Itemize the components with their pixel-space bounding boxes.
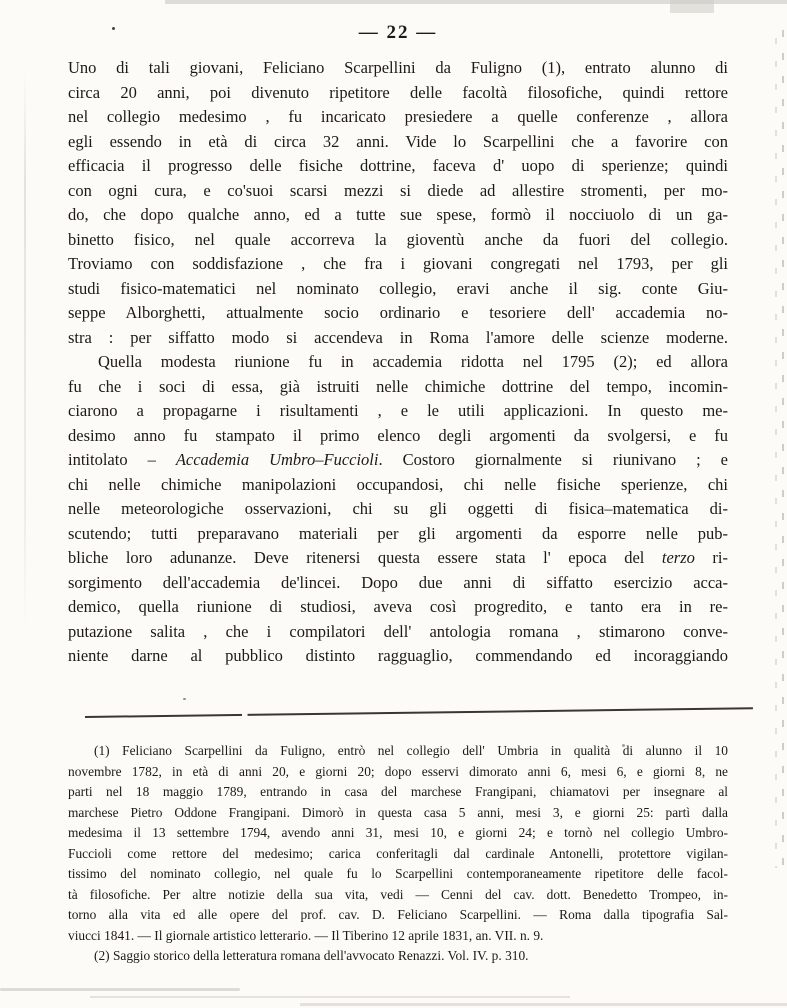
text-line xyxy=(68,546,728,571)
text-segment: scutendo; tutti preparavano materiali per gli argomenti da esporre nelle pub- xyxy=(68,523,728,543)
text-segment: egli essendo in età di circa 32 anni. Vide lo Scarpellini che a favorire con xyxy=(68,131,728,151)
footnote-block xyxy=(68,741,728,967)
text-segment: putazione salita , che i compilatori dell' antologia romana , stimarono conve- xyxy=(68,621,728,641)
text-line xyxy=(68,926,728,947)
text-line xyxy=(68,844,728,865)
italic-text: Accademia Umbro–Fuccioli xyxy=(175,450,379,469)
text-segment: medesima il 13 settembre 1794, avendo anni 31, mesi 10, e giorni 24; e tornò nel collegio Umbro- xyxy=(68,825,728,840)
text-line xyxy=(68,905,728,926)
text-line xyxy=(68,228,728,253)
text-segment: demico, quella riunione di studiosi, aveva così progredito, e tanto era in re- xyxy=(68,597,728,616)
italic-text: terzo xyxy=(661,548,695,567)
text-line xyxy=(68,203,728,228)
text-line xyxy=(68,252,728,277)
text-line xyxy=(68,130,728,155)
text-segment: Troviamo con soddisfazione , che fra i giovani congregati nel 1793, per gli xyxy=(68,254,728,273)
text-segment: (2) Saggio storico della letteratura romana dell'avvocato Renazzi. Vol. IV. p. 310. xyxy=(94,948,529,963)
text-line xyxy=(68,81,728,106)
text-line xyxy=(68,56,728,81)
text-segment: chi nelle chimiche manipolazioni occupandosi, chi nelle fisiche sperienze, chi xyxy=(68,474,728,494)
text-segment: seppe Alborghetti, attualmente socio ordinario e tesoriere dell' accademia no- xyxy=(68,303,728,322)
text-segment: desimo anno fu stampato il primo elenco degli argomenti da svolgersi, e fu xyxy=(68,425,728,445)
text-line xyxy=(68,154,728,179)
text-line xyxy=(68,473,728,498)
text-line xyxy=(68,497,728,522)
text-segment: viucci 1841. — Il giornale artistico letterario. — Il Tiberino 12 aprile 1831, an. VII. n. 9. xyxy=(68,927,544,943)
scan-artifact-right-edge-dashes xyxy=(782,30,784,875)
text-segment: Uno di tali giovani, Feliciano Scarpellini da Fuligno (1), entrato alunno di xyxy=(68,58,728,77)
text-segment: fu che i soci di essa, già istruiti nelle chimiche dottrine del tempo, incomin- xyxy=(68,376,728,396)
scan-artifact-top-right-corner xyxy=(670,0,714,13)
text-line xyxy=(68,946,728,967)
text-segment: do, che dopo qualche anno, ed a tutte sue spese, formò il nocciuolo di un ga- xyxy=(68,205,728,224)
text-segment: marchese Pietro Oddone Frangipani. Dimorò in questa casa 5 anni, mesi 3, e giorni 25: partì dalla xyxy=(68,804,728,820)
scan-artifact-ink-speck xyxy=(183,698,186,700)
text-line xyxy=(68,864,728,885)
text-segment: nel collegio medesimo , fu incaricato presiedere a quelle conferenze , allora xyxy=(68,107,728,126)
text-segment: ri- xyxy=(694,548,728,567)
text-line xyxy=(68,522,728,547)
text-line xyxy=(68,571,728,596)
text-line xyxy=(68,448,728,473)
text-line xyxy=(68,375,728,400)
text-segment: novembre 1782, in età di anni 20, e giorni 20; dopo esservi dimorato anni 6, mesi 6, e giorni 8, ne xyxy=(68,763,728,779)
text-line xyxy=(68,179,728,204)
text-segment: intitolato – xyxy=(68,450,176,469)
text-line xyxy=(68,595,728,620)
text-line xyxy=(68,424,728,449)
text-segment: sorgimento dell'accademia de'lincei. Dopo due anni di siffatto esercizio acca- xyxy=(68,572,728,592)
text-segment: nelle meteorologiche osservazioni, chi su gli oggetti di fisica–matematica di- xyxy=(68,499,728,518)
page-number-header: — 22 — xyxy=(358,22,438,43)
scan-artifact-left-fold xyxy=(24,70,26,630)
text-segment: stra : per siffatto modo si accendeva in Roma l'amore delle scienze moderne. xyxy=(68,327,728,347)
text-line xyxy=(68,741,728,762)
text-line xyxy=(68,350,728,375)
text-line xyxy=(68,885,728,906)
text-line xyxy=(68,644,728,669)
text-segment: studi fisico-matematici nel nominato collegio, eravi anche il sig. conte Giu- xyxy=(68,278,728,298)
text-line xyxy=(68,782,728,803)
scan-artifact-bottom-smudge xyxy=(300,1003,787,1006)
text-line xyxy=(68,399,728,424)
text-line xyxy=(68,105,728,130)
text-segment: Fuccioli come rettore del medesimo; carica conferitagli dal cardinale Antonelli, protettore vigilan- xyxy=(68,845,728,861)
text-line xyxy=(68,823,728,844)
text-segment: parti nel 18 maggio 1789, entrando in casa del marchese Frangipani, chiamatovi per insegnare al xyxy=(68,784,728,799)
text-line xyxy=(68,301,728,326)
text-segment: efficacia il progresso delle fisiche dottrine, faceva d' uopo di sperienze; quindi xyxy=(68,156,728,175)
text-segment: tissimo del nominato collegio, nel quale fu lo Scarpellini contemporaneamente ripetitore delle facol- xyxy=(68,866,728,881)
text-segment: circa 20 anni, poi divenuto ripetitore delle facoltà filosofiche, quindi rettore xyxy=(68,82,728,102)
text-segment: torno alla vita ed alle opere del prof. cav. D. Feliciano Scarpellini. — Roma dalla tipografia Sal- xyxy=(68,907,728,922)
text-line xyxy=(68,620,728,645)
footnote-separator-rule xyxy=(85,707,753,718)
text-segment: Quella modesta riunione fu in accademia ridotta nel 1795 (2); ed allora xyxy=(98,352,728,371)
text-segment: con ogni cura, e co'suoi scarsi mezzi si diede ad allestire stromenti, per mo- xyxy=(68,180,728,200)
scan-artifact-bottom-smudge xyxy=(90,996,570,998)
text-segment: niente darne al pubblico distinto ragguaglio, commendando ed incoraggiando xyxy=(68,646,728,665)
scan-artifact-right-edge-dashes-2 xyxy=(775,38,777,868)
text-segment: bliche loro adunanze. Deve ritenersi questa essere stata l' epoca del xyxy=(68,548,662,567)
text-segment: (1) Feliciano Scarpellini da Fuligno, entrò nel collegio dell' Umbria in qualità di alunno il 10 xyxy=(94,743,728,758)
text-line xyxy=(68,762,728,783)
text-segment: ciarono a propagarne i risultamenti , e le utili applicazioni. In questo me- xyxy=(68,401,728,420)
text-segment: tà filosofiche. Per altre notizie della sua vita, vedi — Cenni del cav. dott. Benedetto Trompeo, in- xyxy=(68,886,728,902)
text-line xyxy=(68,803,728,824)
scan-artifact-bottom-smudge xyxy=(0,988,240,991)
text-segment: binetto fisico, nel quale accorreva la gioventù anche da fuori del collegio. xyxy=(68,229,728,249)
body-text-block xyxy=(68,56,728,669)
text-line xyxy=(68,326,728,351)
text-line xyxy=(68,277,728,302)
text-segment: . Costoro giornalmente si riunivano ; e xyxy=(378,450,728,469)
